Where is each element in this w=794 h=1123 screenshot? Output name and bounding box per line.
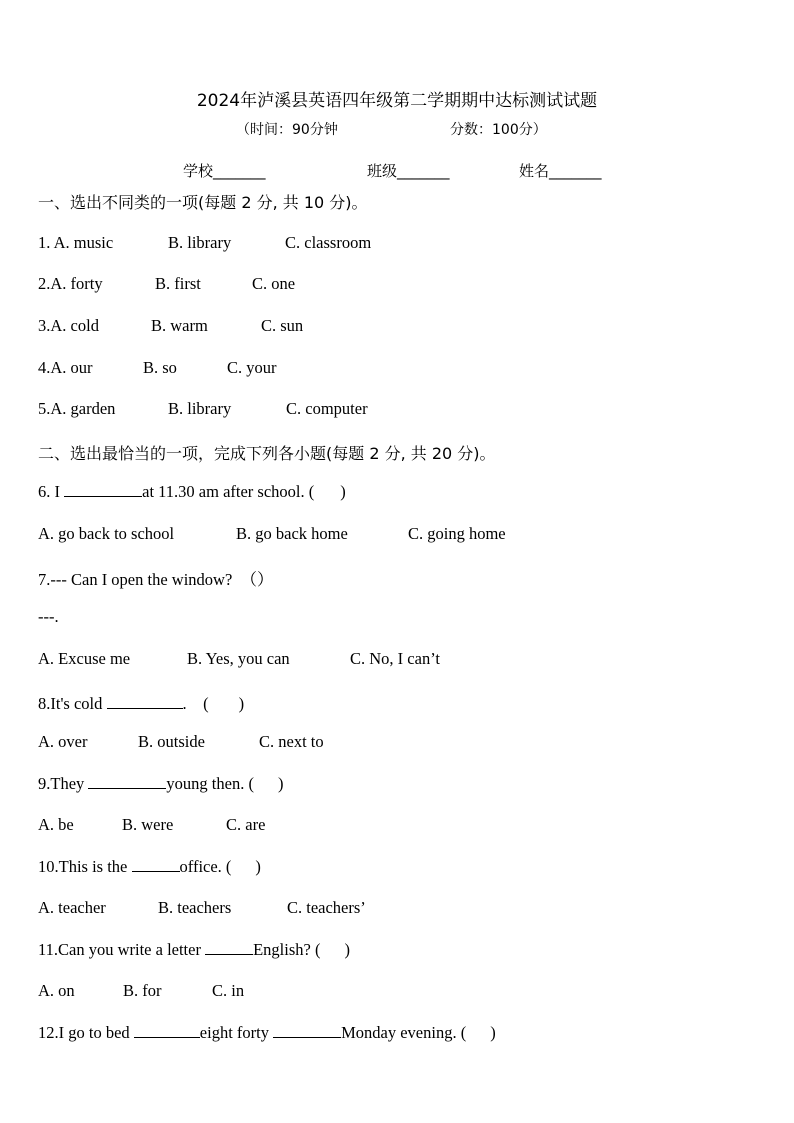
option-a: A. go back to school (38, 524, 175, 543)
option-c: C. sun (261, 316, 304, 335)
answer-paren: ) (344, 940, 350, 959)
question-text: 6. I (38, 482, 60, 501)
option-b: B. so (143, 358, 177, 377)
answer-blank[interactable] (273, 1023, 341, 1038)
option-c: C. teachers’ (287, 898, 366, 917)
option-c: C. classroom (285, 233, 372, 252)
answer-paren: ) (238, 694, 245, 713)
question-7-reply: ---. (38, 607, 59, 626)
option-a: 3.A. cold (38, 316, 99, 335)
question-text: 9.They (38, 774, 85, 793)
question-6-options (38, 524, 506, 544)
score-label: 分数：100分） (450, 122, 547, 138)
option-c: C. going home (408, 524, 506, 543)
answer-paren: ) (490, 1023, 496, 1042)
question-9 (38, 774, 283, 794)
option-c: C. one (252, 274, 296, 293)
question-text: Monday evening. ( (341, 1023, 467, 1042)
option-b: B. for (123, 981, 162, 1000)
question-8-options (38, 732, 324, 752)
option-b: B. library (168, 399, 232, 418)
question-10 (38, 857, 261, 877)
question-text: office. ( (179, 857, 232, 876)
page-title: 2024年泸溪县英语四年级第二学期期中达标测试试题 (196, 91, 598, 111)
option-a: A. teacher (38, 898, 106, 917)
option-a: A. Excuse me (38, 649, 131, 668)
class-field: 班级_______ (367, 162, 450, 180)
option-b: B. go back home (236, 524, 348, 543)
question-text: 12.I go to bed (38, 1023, 130, 1042)
question-6 (38, 482, 346, 502)
answer-blank[interactable] (64, 482, 142, 497)
question-11 (38, 940, 350, 960)
option-a: 5.A. garden (38, 399, 116, 418)
answer-blank[interactable] (132, 857, 180, 872)
school-field: 学校_______ (183, 162, 266, 180)
question-text: 8.It's cold (38, 694, 103, 713)
question-7: 7.--- Can I open the window? （） (38, 570, 274, 589)
question-text: 11.Can you write a letter (38, 940, 201, 959)
option-a: A. over (38, 732, 88, 751)
question-1 (38, 233, 371, 253)
option-b: B. first (155, 274, 201, 293)
answer-paren: ) (277, 774, 284, 793)
question-text: . ( (182, 694, 209, 713)
question-3 (38, 316, 303, 336)
option-c: C. No, I can’t (350, 649, 440, 668)
option-c: C. are (226, 815, 266, 834)
option-a: A. be (38, 815, 74, 834)
question-4 (38, 358, 277, 378)
section-2-heading: 二、选出最恰当的一项，完成下列各小题(每题 2 分, 共 20 分)。 (38, 444, 496, 463)
option-b: B. outside (138, 732, 205, 751)
question-text: young then. ( (166, 774, 254, 793)
option-c: C. next to (259, 732, 324, 751)
question-9-options (38, 815, 265, 835)
question-text: at 11.30 am after school. ( (142, 482, 315, 501)
question-11-options (38, 981, 244, 1001)
question-5 (38, 399, 368, 419)
question-7-options (38, 649, 440, 669)
question-8 (38, 690, 244, 714)
option-a: 4.A. our (38, 358, 93, 377)
answer-blank[interactable] (205, 940, 253, 955)
question-12 (38, 1023, 496, 1043)
option-c: C. computer (286, 399, 368, 418)
option-a: A. on (38, 981, 75, 1000)
option-c: C. in (212, 981, 245, 1000)
answer-blank[interactable] (134, 1023, 200, 1038)
answer-paren: ) (255, 857, 261, 876)
question-text: English? ( (253, 940, 321, 959)
section-1-heading: 一、选出不同类的一项(每题 2 分, 共 10 分)。 (38, 193, 368, 212)
answer-blank[interactable] (88, 774, 166, 789)
time-label: （时间：90分钟 (236, 122, 338, 138)
option-a: 1. A. music (38, 233, 114, 252)
question-text: eight forty (199, 1023, 269, 1042)
option-c: C. your (227, 358, 277, 377)
option-b: B. were (122, 815, 174, 834)
question-text: 10.This is the (38, 857, 128, 876)
question-2 (38, 274, 295, 294)
name-field: 姓名_______ (519, 162, 602, 180)
answer-blank[interactable] (107, 694, 183, 709)
option-b: B. warm (151, 316, 208, 335)
option-b: B. library (168, 233, 232, 252)
option-a: 2.A. forty (38, 274, 103, 293)
answer-paren: ) (340, 482, 346, 501)
option-b: B. teachers (158, 898, 232, 917)
question-10-options (38, 898, 366, 918)
option-b: B. Yes, you can (187, 649, 290, 668)
